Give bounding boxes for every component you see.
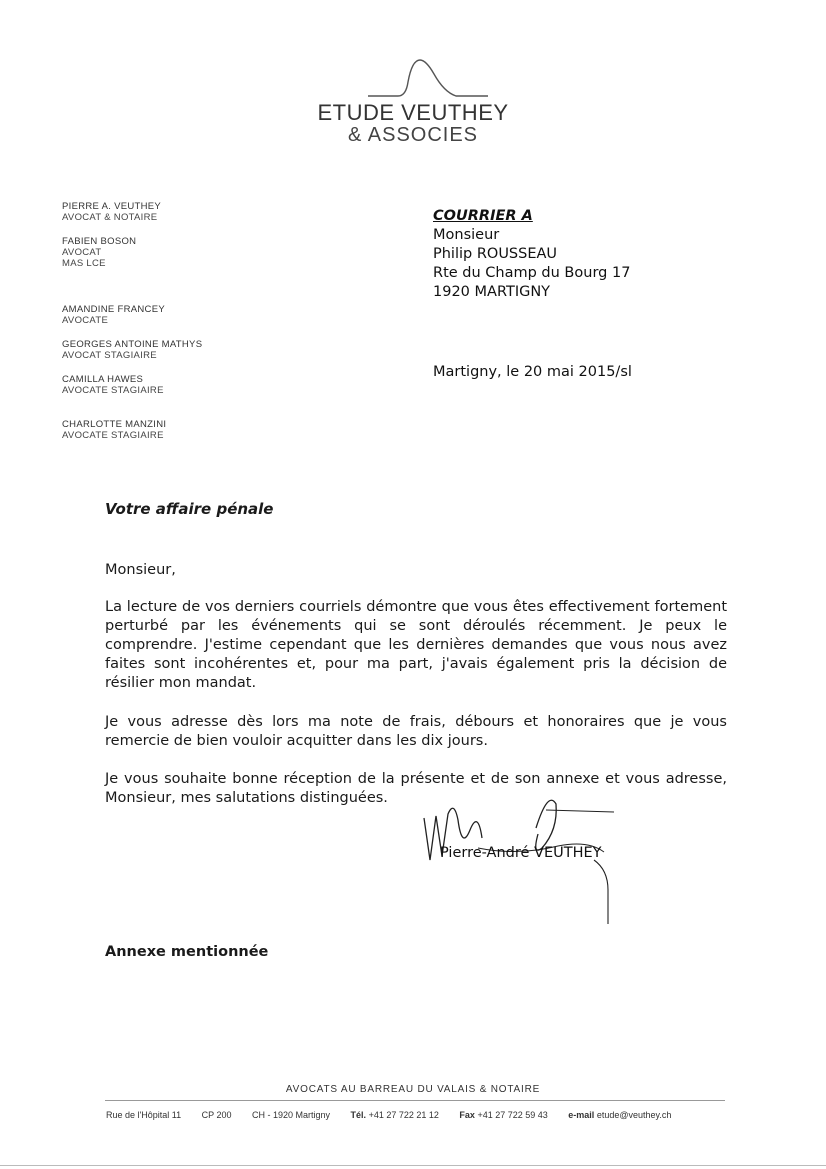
footer-city: CH - 1920 Martigny [252, 1110, 331, 1120]
page-bottom-rule [0, 1165, 826, 1166]
footer-email-label: e-mail [568, 1110, 595, 1120]
recipient-line: Rte du Champ du Bourg 17 [433, 265, 631, 281]
footer-title: AVOCATS AU BARREAU DU VALAIS & NOTAIRE [285, 1084, 541, 1095]
footer-fax-label: Fax [459, 1110, 475, 1120]
staff-role: AVOCATE [62, 315, 109, 326]
footer-fax: +41 27 722 59 43 [477, 1110, 548, 1120]
recipient-address [433, 207, 630, 302]
staff-name: PIERRE A. VEUTHEY [62, 201, 162, 212]
staff-name: CHARLOTTE MANZINI [62, 419, 167, 430]
firm-name-suffix: & ASSOCIES [347, 124, 479, 146]
staff-role: AVOCAT STAGIAIRE [62, 350, 157, 361]
staff-role: AVOCAT [62, 247, 102, 258]
body-paragraph: Je vous souhaite bonne réception de la présente et de son annexe et vous adresse, Monsieur, mes salutations distinguées. [105, 771, 727, 806]
staff-name: CAMILLA HAWES [62, 374, 144, 385]
staff-entry [62, 304, 165, 326]
recipient-line: Monsieur [433, 227, 500, 243]
subject-line: Votre affaire pénale [105, 500, 274, 518]
firm-logo-mark [368, 52, 488, 102]
staff-entry [62, 374, 164, 396]
staff-entry [62, 419, 166, 441]
footer-divider [105, 1100, 725, 1101]
footer-email: etude@veuthey.ch [596, 1110, 672, 1120]
staff-entry [62, 201, 161, 223]
firm-name: ETUDE VEUTHEY [317, 100, 509, 125]
recipient-line: 1920 MARTIGNY [433, 284, 551, 300]
annex-note: Annexe mentionnée [105, 944, 269, 960]
staff-entry [62, 236, 136, 269]
staff-role: AVOCATE STAGIAIRE [62, 430, 164, 441]
signatory-name: Pierre-André VEUTHEY [440, 845, 602, 861]
footer-contact [106, 1110, 726, 1120]
staff-name: FABIEN BOSON [62, 236, 137, 247]
footer-tel-label: Tél. [350, 1110, 367, 1120]
staff-name: GEORGES ANTOINE MATHYS [62, 339, 203, 350]
staff-role: AVOCATE STAGIAIRE [62, 385, 164, 396]
recipient-header: COURRIER A [433, 208, 533, 224]
staff-role: MAS LCE [62, 258, 106, 269]
footer-address: Rue de l'Hôpital 11 [106, 1110, 182, 1120]
body-paragraph: La lecture de vos derniers courriels démontre que vous êtes effectivement fortement perturbé par les événements qui se sont déroulés récemment. Je peux le comprendre. J'estime cependant que les dernières demandes que vous nous avez faites sont incohérentes et, pour ma part, j'avais également pris la décision de résilier mon mandat. [105, 599, 727, 691]
body-paragraph: Je vous adresse dès lors ma note de frais, débours et honoraires que je vous remercie de bien vouloir acquitter dans les dix jours. [105, 714, 727, 749]
footer-po-box: CP 200 [201, 1110, 232, 1120]
footer-tel: +41 27 722 21 12 [368, 1110, 439, 1120]
staff-entry [62, 339, 202, 361]
staff-role: AVOCAT & NOTAIRE [62, 212, 158, 223]
salutation: Monsieur, [105, 562, 176, 578]
recipient-line: Philip ROUSSEAU [433, 246, 558, 262]
date-line: Martigny, le 20 mai 2015/sl [433, 364, 632, 380]
staff-name: AMANDINE FRANCEY [62, 304, 165, 315]
